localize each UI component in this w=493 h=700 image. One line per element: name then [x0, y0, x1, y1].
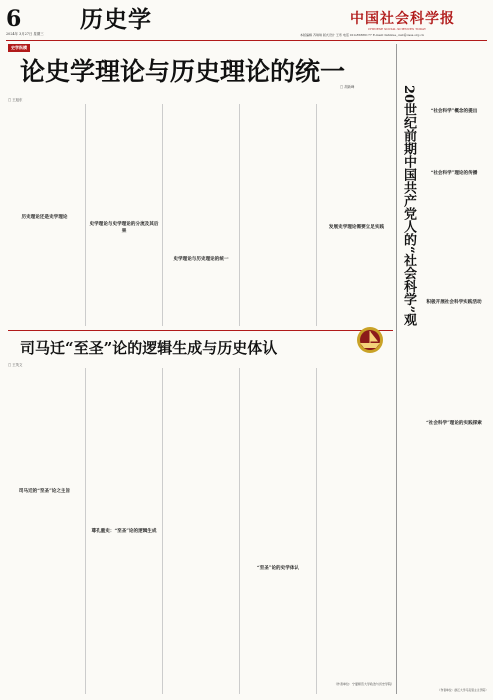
paper-url: CHINESE SOCIAL SCIENCES TODAY: [368, 27, 426, 31]
article1-col3-text-a: [165, 104, 237, 254]
article3-footnote: （作者单位：浙江大学马克思主义学院）: [437, 688, 488, 692]
article3-col-text-c: [420, 308, 488, 694]
article3-subhead-3: “社会科学”理论的实践探索: [420, 420, 488, 427]
article3-subhead-1: “社会科学”概念的提出: [430, 109, 478, 114]
article3-author: □ 胡新峰: [340, 85, 355, 89]
section-title: 历史学: [80, 6, 152, 33]
article2-col2-text-a: [88, 368, 160, 526]
date-line: 2024年 3月27日 星期三: [6, 32, 44, 36]
article2-col1-text-a: [8, 368, 81, 486]
article2-subhead-3: “至圣”论的史学体认: [256, 566, 300, 571]
article1-col2-text-a: [88, 104, 160, 219]
masthead-rule: [6, 40, 487, 41]
article2-col3-text: [165, 368, 237, 694]
article1-col2-text-b: [88, 236, 160, 326]
article1-author: □ 王旭东: [8, 98, 23, 102]
article2-col1-text-b: [8, 497, 81, 694]
article1-col1-text-b: [8, 223, 81, 326]
article1-subhead-2: 史学理论与史学理论的分流及其后果: [89, 222, 159, 234]
article3-col-text-a: [420, 48, 488, 106]
article3-subhead-2: “社会科学”理论的传播: [420, 170, 488, 177]
paper-name: 中国社会科学报: [350, 11, 455, 27]
article3-title: 20世纪前期中国共产党人的“社会科学”观: [401, 85, 416, 327]
article3-columns: [420, 48, 488, 694]
article1-col1-text-a: [8, 104, 81, 212]
article3-subhead-4: 积极开展社会科学实践活动: [426, 300, 482, 305]
article2-subhead-1: 司马迁的“至圣”论之主旨: [18, 489, 71, 494]
article1-subhead-1: 历史理论还是史学理论: [21, 215, 68, 220]
article2-author: □ 王茂文: [8, 363, 23, 367]
article2-col2-text-b: [88, 537, 160, 694]
article2-title: 司马迁“至圣”论的逻辑生成与历史体认: [20, 339, 278, 357]
article3-col-text-b: [420, 117, 488, 295]
article2-footnote: （作者单位：宁夏师范大学政治与历史学院）: [333, 682, 394, 686]
page-number: 6: [6, 6, 22, 32]
article1-subhead-3: 史学理论与历史理论的统一: [173, 257, 229, 262]
article1-col3-text-b: [165, 265, 237, 326]
section-tag: 史学纵横: [8, 44, 30, 52]
editor-line: 本版编辑 齐琪琪 版式设计 王奇 电话 010-85886177 E-mail: lishixue_csst@cass.org.cn: [300, 33, 424, 37]
article1-subhead-4: 发展史学理论需要立足实践: [328, 225, 385, 230]
article2-subhead-2: 尊孔重史：“至圣”论的逻辑生成: [91, 529, 157, 534]
article1-title: 论史学理论与历史理论的统一: [20, 57, 346, 86]
